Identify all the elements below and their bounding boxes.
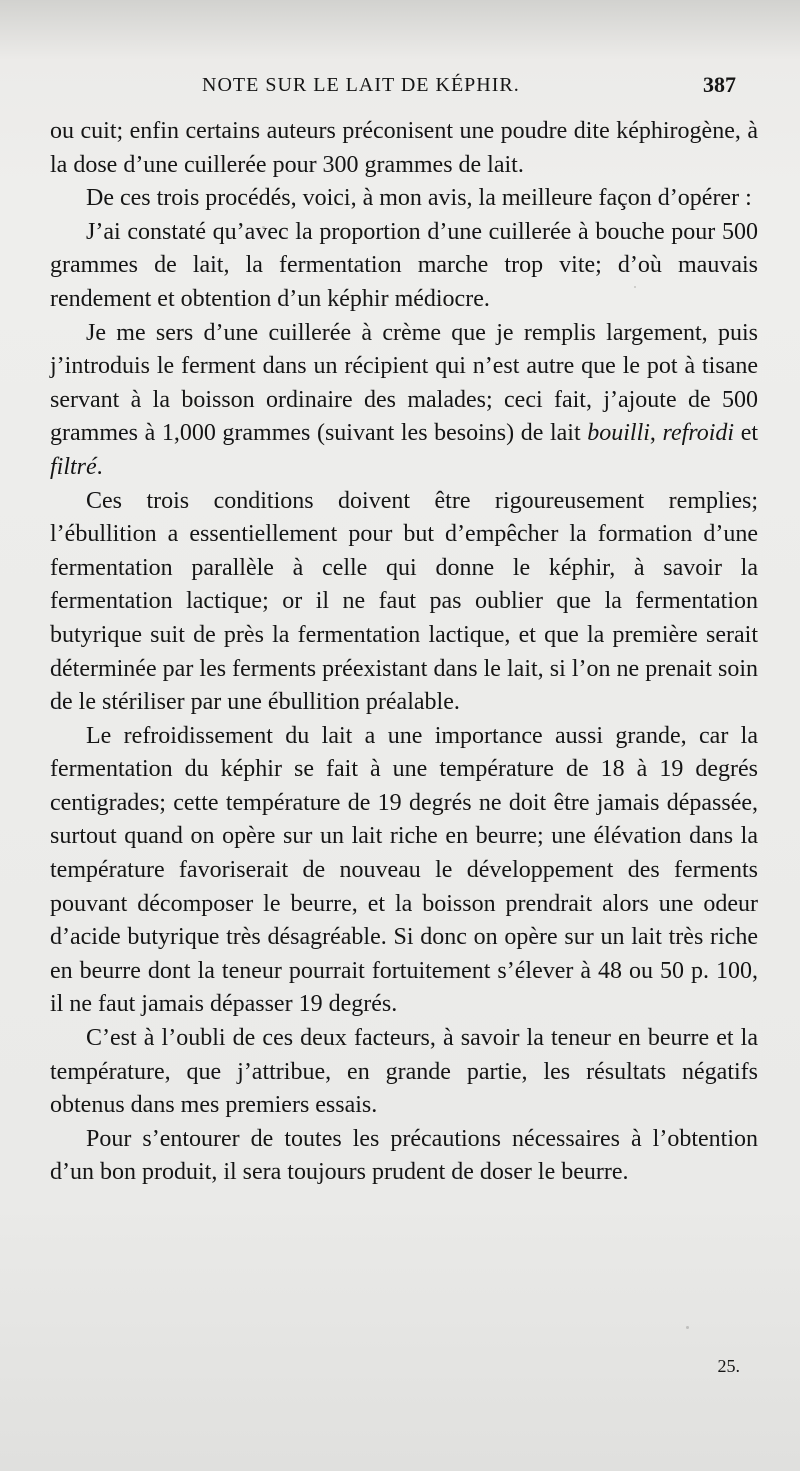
scan-speck — [686, 1326, 689, 1329]
paragraph: Ces trois conditions doivent être rigoureusement remplies; l’ébullition a essentiellement pour but d’empêcher la formation d’une fermentation parallèle à celle qui donne le képhir, à savoir la fermentation lactique; or il ne faut pas oublier que la fermentation butyrique suit de près la fermentation lactique, et que la première serait déterminée par les ferments préexistant dans le lait, si l’on ne prenait soin de le stériliser par une ébullition préalable. — [50, 487, 758, 716]
paragraph-end: . — [96, 453, 103, 480]
paragraph: Pour s’entourer de toutes les précautions nécessaires à l’obtention d’un bon produit, il sera toujours prudent de doser le beurre. — [50, 1125, 758, 1186]
signature-mark: 25. — [717, 1356, 740, 1376]
page-number: 387 — [703, 72, 736, 97]
italic-term: refroidi — [662, 420, 735, 447]
paragraph — [50, 317, 758, 485]
italic-term: bouilli — [587, 420, 650, 447]
body-text — [50, 115, 758, 1190]
paragraph-text: Je me sers d’une cuillerée à crème que je remplis largement, puis j’introduis le ferment dans un récipient qui n’est autre que le pot à tisane servant à la boisson ordinaire des malades; ceci fait, j’ajoute de 500 grammes à 1,000 grammes (suivant les besoins) de lait — [50, 319, 758, 447]
paragraph: Le refroidissement du lait a une importance aussi grande, car la fermentation du képhir se fait à une température de 18 à 19 degrés centigrades; cette température de 19 degrés ne doit être jamais dépassée, surtout quand on opère sur un lait riche en beurre; une élévation dans la température favoriserait de nouveau le développement des ferments pouvant décomposer le beurre, et la boisson prendrait alors une odeur d’acide butyrique très désagréable. Si donc on opère sur un lait très riche en beurre dont la teneur pourrait fortuitement s’élever à 48 ou 50 p. 100, il ne faut jamais dépasser 19 degrés. — [50, 722, 758, 1018]
separator: et — [734, 420, 759, 447]
italic-term: filtré — [50, 453, 97, 480]
paragraph: C’est à l’oubli de ces deux facteurs, à savoir la teneur en beurre et la température, que j’attribue, en grande partie, les résultats négatifs obtenus dans mes premiers essais. — [50, 1025, 758, 1119]
paragraph: De ces trois procédés, voici, à mon avis, la meilleure façon d’opérer : — [86, 185, 752, 212]
page-header — [62, 74, 742, 104]
paragraph: J’ai constaté qu’avec la proportion d’une cuillerée à bouche pour 500 grammes de lait, la fermentation marche trop vite; d’où mauvais rendement et obtention d’un képhir médiocre. — [50, 218, 758, 312]
separator: , — [649, 420, 663, 447]
running-title: NOTE SUR LE LAIT DE KÉPHIR. — [202, 74, 520, 96]
paragraph: ou cuit; enfin certains auteurs préconisent une poudre dite képhirogène, à la dose d’une cuillerée pour 300 grammes de lait. — [50, 118, 758, 178]
